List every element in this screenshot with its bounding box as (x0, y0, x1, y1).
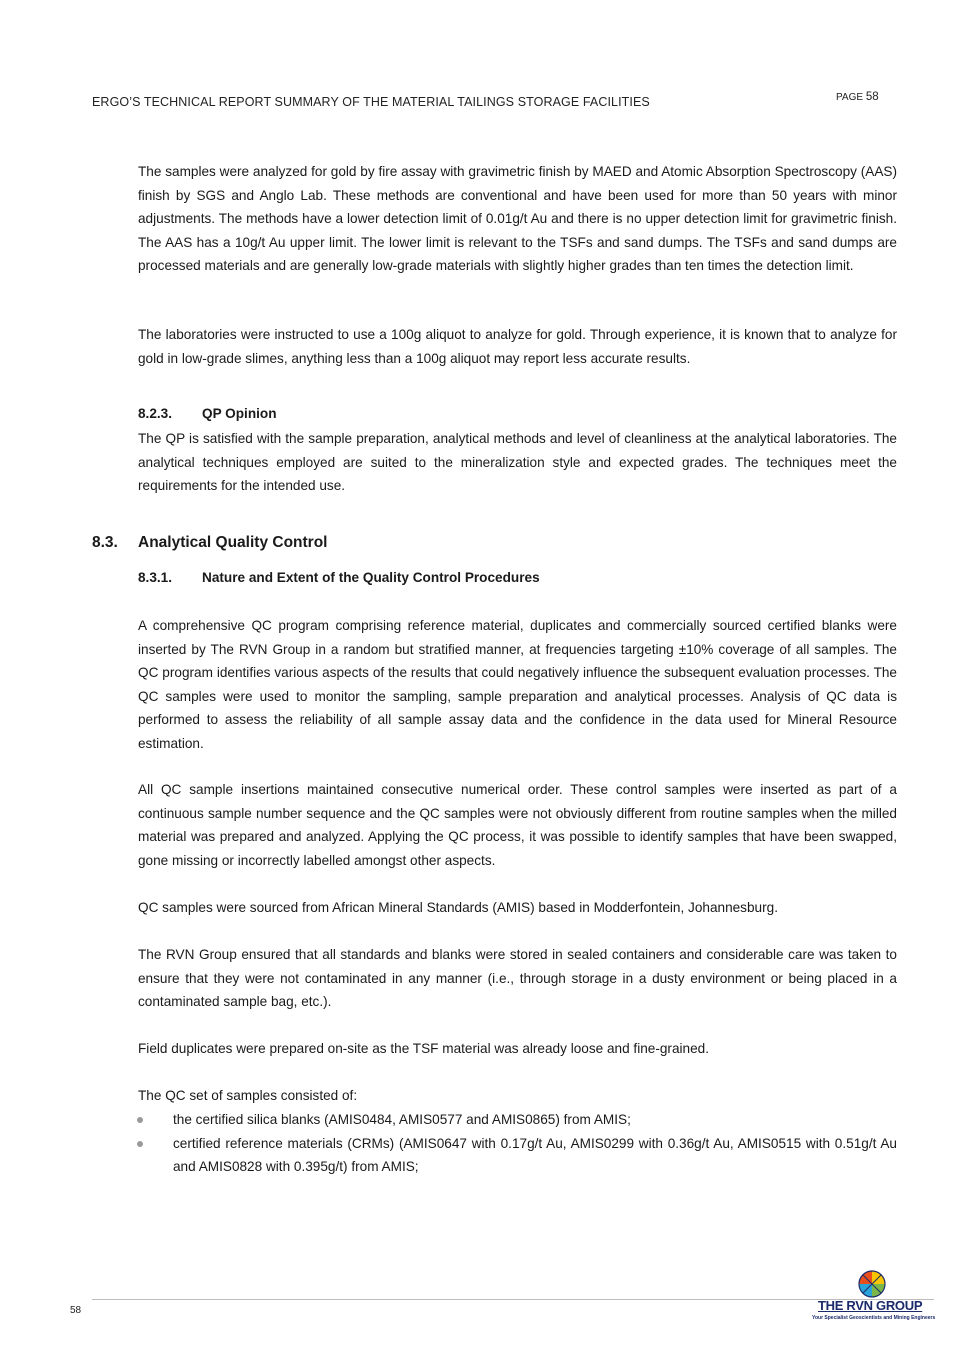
heading-8-3-1-number: 8.3.1. (138, 570, 173, 585)
header-title: ERGO’S TECHNICAL REPORT SUMMARY OF THE MATERIAL TAILINGS STORAGE FACILITIES (92, 95, 650, 109)
footer-page-number: 58 (70, 1305, 82, 1316)
heading-8-3-number: 8.3. (92, 534, 118, 551)
qc-set-list (138, 1108, 897, 1179)
heading-8-3 (92, 534, 327, 552)
paragraph-storage: The RVN Group ensured that all standards and blanks were stored in sealed containers and considerable care was taken to ensure that they were not contaminated in any manner (i.e., through storage in a dusty environment or being placed in a contaminated sample bag, etc.). (138, 947, 897, 1009)
header-page-label (836, 91, 879, 103)
paragraph-aliquot: The laboratories were instructed to use a 100g aliquot to analyze for gold. Through experience, it is known that to analyze for gold in low-grade slimes, anything less than a 100g aliquot may report less accurate results. (138, 327, 897, 366)
heading-8-3-text: Analytical Quality Control (138, 534, 328, 551)
paragraph-qc-source: QC samples were sourced from African Mineral Standards (AMIS) based in Modderfontein, Johannesburg. (138, 900, 778, 915)
paragraph-qc-insertions: All QC sample insertions maintained consecutive numerical order. These control samples were inserted as part of a continuous sample number sequence and the QC samples were not obviously different from routine samples when the milled material was prepared and analyzed. Applying the QC process, it was possible to identify samples that have been swapped, gone missing or incorrectly labelled amongst other aspects. (138, 782, 897, 868)
heading-8-2-3 (138, 406, 277, 421)
paragraph-qc-set-intro: The QC set of samples consisted of: (138, 1088, 358, 1103)
bullet-dot-icon (137, 1141, 143, 1147)
header-page-number: 58 (865, 91, 879, 103)
paragraph-field-duplicates: Field duplicates were prepared on-site as the TSF material was already loose and fine-grained. (138, 1041, 709, 1056)
heading-8-3-1 (138, 570, 540, 585)
footer-divider (92, 1299, 934, 1300)
list-item: the certified silica blanks (AMIS0484, AMIS0577 and AMIS0865) from AMIS; (138, 1108, 897, 1132)
heading-8-2-3-text: QP Opinion (202, 406, 277, 421)
paragraph-assay-methods: The samples were analyzed for gold by fire assay with gravimetric finish by MAED and Atomic Absorption Spectroscopy (AAS) finish by SGS and Anglo Lab. These methods are conventional and have been used for more than 50 years with minor adjustments. The methods have a lower detection limit of 0.01g/t Au and there is no upper detection limit for gravimetric finish. The AAS has a 10g/t Au upper limit. The lower limit is relevant to the TSFs and sand dumps. The TSFs and sand dumps are processed materials and are generally low-grade materials with slightly higher grades than ten times the detection limit. (138, 164, 897, 273)
paragraph-qp-opinion: The QP is satisfied with the sample preparation, analytical methods and level of cleanliness at the analytical laboratories. The analytical techniques employed are suited to the mineralization style and expected grades. The techniques meet the requirements for the intended use. (138, 431, 897, 493)
bullet-dot-icon (137, 1117, 143, 1123)
heading-8-3-1-text: Nature and Extent of the Quality Control Procedures (202, 570, 540, 585)
page-label-text: PAGE (836, 92, 864, 103)
logo-wordmark: THE RVN GROUP (818, 1298, 923, 1313)
logo-tagline: Your Specialist Geoscientists and Mining Engineers (812, 1315, 936, 1321)
paragraph-qc-program: A comprehensive QC program comprising reference material, duplicates and commercially sourced certified blanks were inserted by The RVN Group in a random but stratified manner, at frequencies targeting ±10% coverage of all samples. The QC program identifies various aspects of the results that could negatively influence the subsequent evaluation processes. The QC samples were used to monitor the sampling, sample preparation and analytical processes. Analysis of QC data is performed to assess the reliability of all sample assay data and the confidence in the data used for Mineral Resource estimation. (138, 618, 897, 751)
heading-8-2-3-number: 8.2.3. (138, 406, 173, 421)
list-item: certified reference materials (CRMs) (AMIS0647 with 0.17g/t Au, AMIS0299 with 0.36g/t Au, AMIS0515 with 0.51g/t Au and AMIS0828 with 0.395g/t) from AMIS; (138, 1132, 897, 1179)
